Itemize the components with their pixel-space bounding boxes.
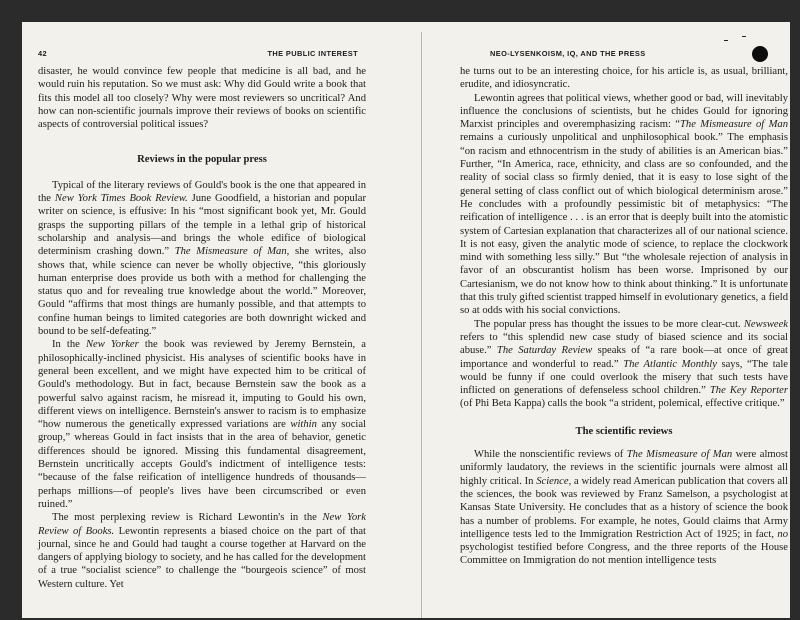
section-heading-popular-press: Reviews in the popular press bbox=[137, 154, 267, 166]
page-number: 42 bbox=[38, 49, 48, 58]
scan-mark bbox=[742, 36, 746, 37]
scan-mark bbox=[724, 40, 728, 41]
paragraph-popular-press: The popular press has thought the issues to be more clear-cut. Newsweek refers to “this splendid new case study of biased science and its social abuse.” The Saturday Review speaks of “a rare book—at once of great importance and wonderful to read.” The Atlantic Monthly says, “The tale would be funny if one could overlook the misery that such tests have inflicted on generations of defenseless school children.” The Key Reporter (of Phi Beta Kappa) calls the book “a strident, polemical, effective critique.” bbox=[460, 318, 788, 410]
article-title: NEO-LYSENKOISM, IQ, AND THE PRESS bbox=[490, 49, 646, 58]
intro-paragraph: he turns out to be an interesting choice, for his article is, as usual, brilliant, erudite, and idiosyncratic. bbox=[460, 66, 788, 91]
journal-title: THE PUBLIC INTEREST bbox=[267, 49, 358, 58]
page-gutter bbox=[421, 32, 422, 618]
scanned-page-spread bbox=[22, 22, 790, 618]
paragraph-samelson: While the nonscientific reviews of The Mismeasure of Man were almost uniformly laudatory, the reviews in the scientific journals were almost all highly critical. In Science, a widely read American publication that covers all the sciences, the book was reviewed by Franz Samelson, a psychologist at Kansas State University. He concludes that as a history of science the book has a number of problems. For example, he notes, Gould claims that Army intelligence tests led to the Immigration Restriction Act of 1925; in fact, no psychologist testified before Congress, and the three reports of the House Committee on Immigration do not mention intelligence tests bbox=[460, 449, 789, 567]
right-running-head bbox=[460, 46, 788, 58]
paragraph-lewontin-critique: Lewontin agrees that political views, whether good or bad, will inevitably influence the conclusions of scientists, but he chides Gould for ignoring Marxist principles and overemphasizing racism: “The Mismeasure of Man remains a curiously unpolitical and unphilosophical book.” The emphasis “on racism and ethnocentrism in the study of abilities is an American bias.” Further, “In America, race, ethnicity, and class are so confounded, and the reality of social class so firmly denied, that it is easy to lose sight of the general setting of class conflict out of which biological determinism arose.” He concludes with a profoundly pessimistic bit of metaphysics: “The reification of intelligence . . . is an error that is deeply built into the atomistic system of Cartesian explanation that characterizes all of our national science. It is not easy, given the analytic mode of science, to replace the clockwork mind with something less silly.” But “the wholesale rejection of analysis in favor of an obscurantist holism has been worse. Imprisoned by our Cartesianism, we do not know how to think about thinking.” It is unfortunate that this truly gifted scientist trapped himself in evolutionary genetics, a field so at odds with his social convictions. bbox=[460, 92, 788, 317]
paragraph-lewontin: The most perplexing review is Richard Lewontin's in the New York Review of Books. Lewontin represents a biased choice on the part of that journal, since he and Gould had taught a course together at Harvard on the dangers of applying biology to society, and he has called for the development of a true “socialist science” to challenge the “bourgeois science” of most Western culture. Yet bbox=[38, 512, 367, 590]
left-page-column bbox=[38, 46, 366, 591]
section-heading-scientific-reviews: The scientific reviews bbox=[575, 425, 673, 437]
intro-paragraph: disaster, he would convince few people that medicine is all bad, and he would ruin his reputation. So we must ask: Why did Gould write a book that fits this model all too closely? Why were most reviewers so uncritical? And how can non-scientific journals improve their reviews of books on scientific aspects of controversial political issues? bbox=[38, 66, 366, 131]
paragraph-bernstein: In the New Yorker the book was reviewed by Jeremy Bernstein, a philosophically-inclined physicist. His analyses of scientific books have in general been excellent, and we might have expected him to be critical of Gould's methodology. But in fact, because Bernstein saw the book as a powerful salvo against racism, he misread it, imputing to Gould his own, different views on intelligence. Bernstein's answer to racism is to emphasize “how numerous the genetically expressed variations are within any social group,” whereas Gould in fact insists that in the area of behavior, genetic differences should be ignored. Missing this fundamental disagreement, Bernstein uncritically accepts Gould's indictment of intelligence tests: “because of the false reification of intelligence hundreds of thousands—perhaps millions—of people's lives have been circumscribed or even ruined.” bbox=[38, 339, 366, 510]
left-running-head bbox=[38, 46, 366, 58]
right-page-column bbox=[460, 46, 788, 568]
paragraph-goodfield: Typical of the literary reviews of Gould's book is the one that appeared in the New York Times Book Review. June Goodfield, a historian and popular writer on science, is effusive: In his “most significant book yet, Mr. Gould grasps the supporting pillars of the temple in a lethal grip of historical scholarship and analysis—and brings the whole edifice of biological determinism crashing down.” The Mismeasure of Man, she writes, also shows that, while science can never be wholly objective, “this gloriously human enterprise does provide us both with a method for challenging the status quo and for revealing true knowledge about the world.” Moreover, Gould “affirms that most things are humanly possible, and that attempts to confine human beings to limited categories are both downright wicked and bound to be self-defeating.” bbox=[38, 179, 366, 338]
